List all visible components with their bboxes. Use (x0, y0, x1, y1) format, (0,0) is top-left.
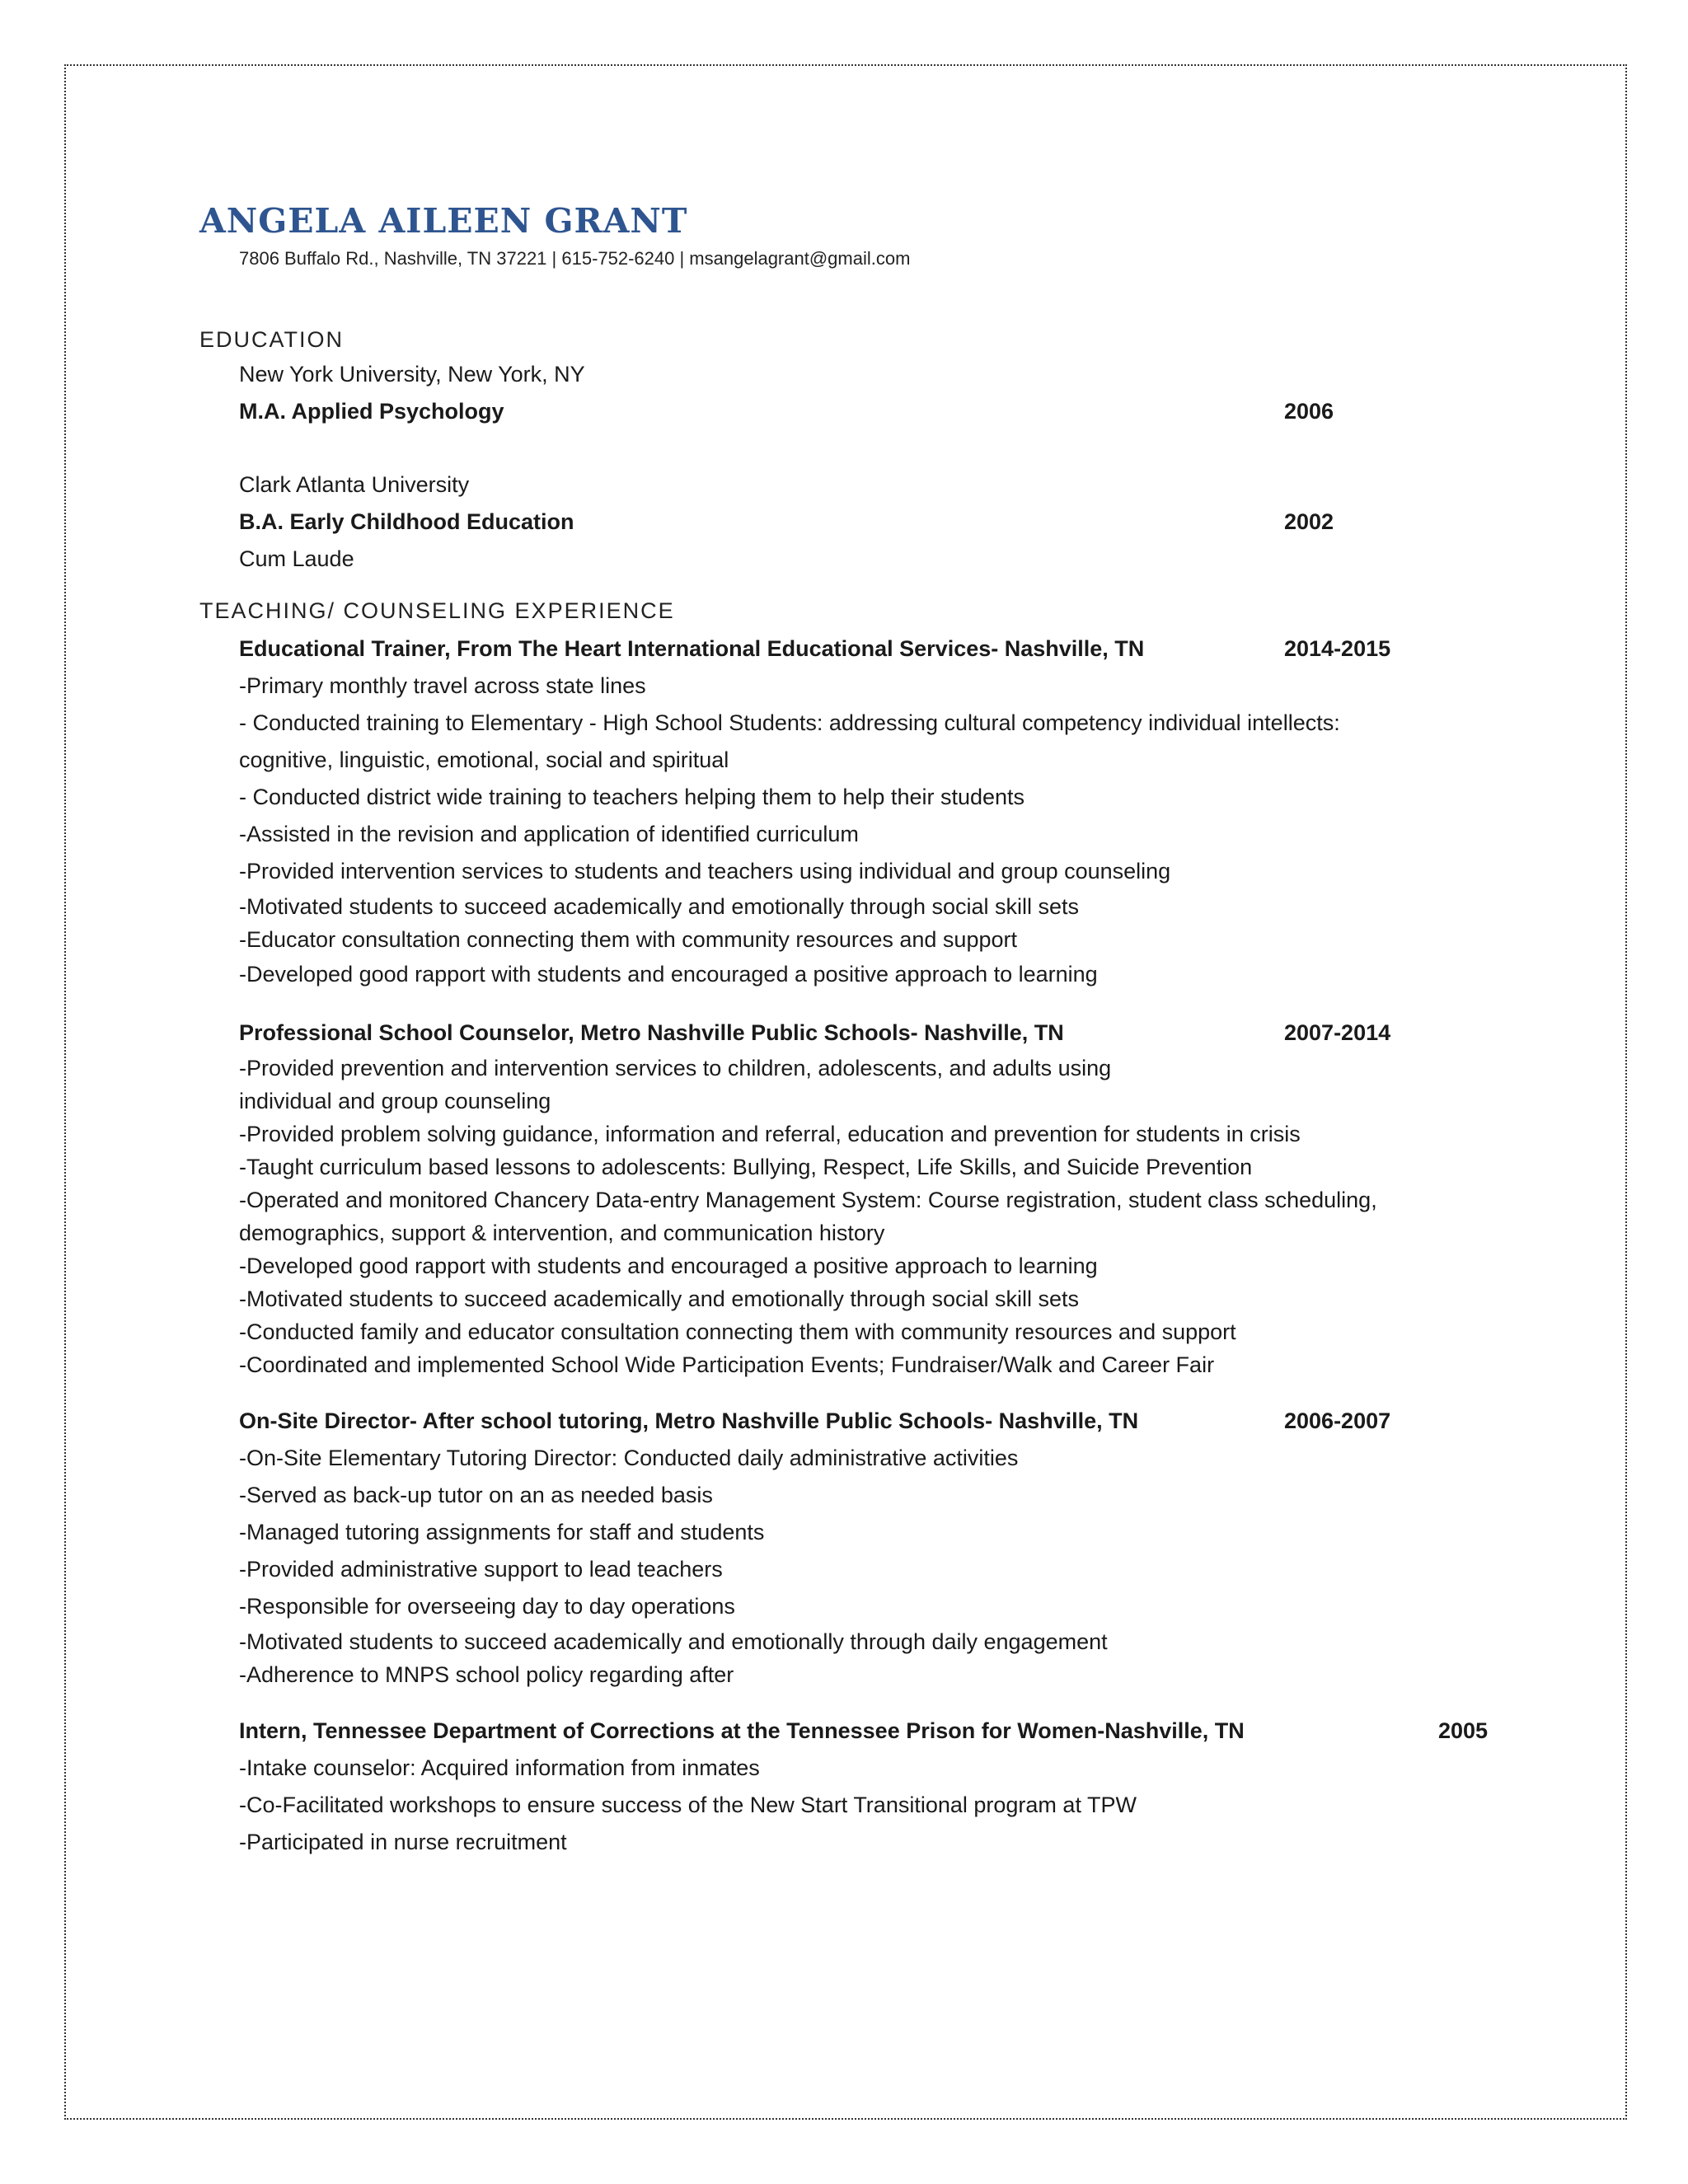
job-entry (239, 1015, 1559, 1381)
job-bullet: -Coordinated and implemented School Wide Participation Events; Fundraiser/Walk and Career Fair (239, 1352, 1215, 1377)
education-degree-row (239, 393, 1559, 430)
job-bullet: -On-Site Elementary Tutoring Director: Conducted daily administrative activities (239, 1446, 1019, 1470)
job-bullet: -Developed good rapport with students and encouraged a positive approach to learning (239, 1254, 1098, 1278)
job-bullet: individual and group counseling (239, 1089, 551, 1113)
job-bullet: -Provided problem solving guidance, information and referral, education and prevention for students in crisis (239, 1122, 1301, 1146)
job-bullet: -Co-Facilitated workshops to ensure success of the New Start Transitional program at TPW (239, 1793, 1137, 1817)
job-years: 2006-2007 (1284, 1408, 1391, 1433)
job-bullet: -Developed good rapport with students and encouraged a positive approach to learning (239, 962, 1098, 987)
job-bullet: -Motivated students to succeed academically and emotionally through daily engagement (239, 1629, 1108, 1654)
job-title: On-Site Director- After school tutoring, Metro Nashville Public Schools- Nashville, TN (239, 1408, 1139, 1433)
job-bullet: -Provided administrative support to lead teachers (239, 1557, 723, 1582)
resume-content (199, 198, 1559, 1861)
education-degree: M.A. Applied Psychology (239, 399, 504, 424)
job-bullet: -Managed tutoring assignments for staff and students (239, 1520, 765, 1544)
job-bullet: -Conducted family and educator consultation connecting them with community resources and support (239, 1319, 1236, 1344)
job-bullet: cognitive, linguistic, emotional, social and spiritual (239, 748, 729, 772)
experience-heading: TEACHING/ COUNSELING EXPERIENCE (199, 598, 675, 623)
job-bullet: -Assisted in the revision and application of identified curriculum (239, 822, 859, 846)
resume-name: ANGELA AILEEN GRANT (199, 201, 688, 241)
education-year: 2002 (1284, 509, 1334, 534)
job-bullet: -Responsible for overseeing day to day operations (239, 1594, 735, 1619)
education-degree-row (239, 504, 1559, 541)
education-degree: B.A. Early Childhood Education (239, 509, 574, 534)
job-entry (239, 630, 1559, 993)
job-bullet: -Primary monthly travel across state lines (239, 673, 646, 698)
job-bullet: -Provided prevention and intervention services to children, adolescents, and adults using (239, 1056, 1112, 1080)
job-years: 2007-2014 (1284, 1020, 1391, 1045)
experience-list (239, 630, 1559, 1861)
education-year: 2006 (1284, 399, 1334, 424)
education-list (239, 356, 1559, 578)
job-title-row (239, 630, 1559, 668)
job-years: 2005 (1438, 1718, 1489, 1743)
job-bullet: -Motivated students to succeed academically and emotionally through social skill sets (239, 1286, 1080, 1311)
job-bullet: -Served as back-up tutor on an as needed basis (239, 1483, 713, 1507)
job-bullet: -Educator consultation connecting them with community resources and support (239, 927, 1017, 952)
job-title: Intern, Tennessee Department of Corrections at the Tennessee Prison for Women-Nashville, TN (239, 1718, 1245, 1743)
job-bullet: - Conducted district wide training to teachers helping them to help their students (239, 785, 1025, 809)
education-school: New York University, New York, NY (239, 362, 585, 387)
education-honors: Cum Laude (239, 546, 354, 571)
job-years: 2014-2015 (1284, 636, 1391, 661)
job-bullet: demographics, support & intervention, and communication history (239, 1221, 885, 1245)
job-bullet: -Adherence to MNPS school policy regarding after (239, 1662, 734, 1687)
job-bullet: -Intake counselor: Acquired information from inmates (239, 1755, 760, 1780)
job-bullet: -Taught curriculum based lessons to adolescents: Bullying, Respect, Life Skills, and Suicide Prevention (239, 1155, 1253, 1179)
job-title-row (239, 1403, 1559, 1440)
job-title: Professional School Counselor, Metro Nashville Public Schools- Nashville, TN (239, 1020, 1064, 1045)
job-bullet: -Provided intervention services to students and teachers using individual and group counseling (239, 859, 1171, 883)
job-bullet: - Conducted training to Elementary - High School Students: addressing cultural competency individual intellects: (239, 710, 1340, 735)
job-title-row (239, 1713, 1559, 1750)
job-bullet: -Operated and monitored Chancery Data-entry Management System: Course registration, student class scheduling, (239, 1188, 1377, 1212)
contact-line: 7806 Buffalo Rd., Nashville, TN 37221 | 615-752-6240 | msangelagrant@gmail.com (239, 248, 911, 269)
job-title-row (239, 1015, 1559, 1052)
education-school: Clark Atlanta University (239, 472, 470, 497)
job-entry (239, 1403, 1559, 1691)
job-bullet: -Participated in nurse recruitment (239, 1830, 567, 1854)
education-heading: EDUCATION (199, 327, 345, 352)
job-bullet: -Motivated students to succeed academically and emotionally through social skill sets (239, 894, 1080, 919)
job-entry (239, 1713, 1559, 1861)
job-title: Educational Trainer, From The Heart International Educational Services- Nashville, TN (239, 636, 1145, 661)
